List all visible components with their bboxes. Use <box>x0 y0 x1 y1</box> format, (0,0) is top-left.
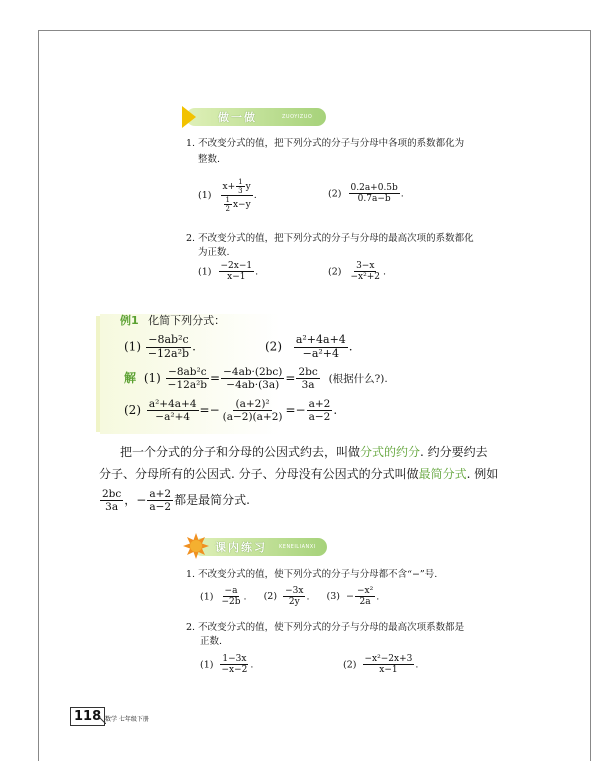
banner-title: 做一做 <box>218 111 257 124</box>
solution-1: 解 (1) $\frac{\text{−8ab²c}}{\text{−12a²b}}$ = $\frac{-4ab\cdot(2bc)}{-4ab\cdot(3a)}$ = $\frac{2bc}{3a}$ (根据什么?). <box>124 366 388 392</box>
exercise-2-text-cont: 正数. <box>200 636 223 647</box>
problem-label: (1) <box>198 190 212 202</box>
paragraph-line-1: 把一个分式的分子和分母的公因式约去，叫做分式的约分. 约分要约去 <box>120 445 488 459</box>
example-problem-1: (1) $\frac{\text{−8ab²c}}{\text{−12a²b}}$ . <box>124 333 196 360</box>
exercise-2-text: 2. 不改变分式的值，使下列分式的分子与分母的最高次项系数都是 <box>186 622 465 633</box>
fraction: $\frac{-2x-1}{x-1}$ <box>220 261 253 283</box>
banner-title: 课内练习 <box>215 541 267 554</box>
fraction: x+ $\frac{1}{3}$ y $\frac{1}{2}$ x−y <box>222 178 251 214</box>
question-1-text-cont: 整数. <box>198 154 221 165</box>
solution-2: (2) $\frac{\text{a²+4a+4}}{\text{−a²+4}}$ =− $\frac{\text{(a+2)²}}{(a-2)(a+2)}$ =− $\frac{a+2}{a-2}$ . <box>124 398 338 424</box>
question-2-text: 2. 不改变分式的值，把下列分式的分子与分母的最高次项的系数都化 <box>186 233 474 244</box>
question-1-text: 1. 不改变分式的值，把下列分式的分子与分母中各项的系数都化为 <box>186 138 465 149</box>
problem-1-2: (2) $\frac{0.2a+0.5b}{0.7a-b}$ . <box>328 183 404 205</box>
paragraph-line-2: 分子、分母所有的公因式. 分子、分母没有公因式的分式叫做最简分式. 例如 <box>99 467 499 481</box>
fraction: $\frac{3-x}{\text{−x²+2}}$ <box>350 261 380 283</box>
footer-book-title: 数学 七年级下册 <box>105 716 149 723</box>
problem-2-1: (1) $\frac{-2x-1}{x-1}$ . <box>198 261 259 283</box>
section-banner-zuoyizuo <box>186 108 326 126</box>
exercise-2-2: (2) $\frac{\text{−x²−2x+3}}{x-1}$ . <box>343 654 419 676</box>
fraction: $\frac{0.2a+0.5b}{0.7a-b}$ <box>350 183 398 205</box>
example-heading: 例1 化简下列分式： <box>120 314 226 327</box>
problem-2-2: (2) $\frac{3-x}{\text{−x²+2}}$ . <box>328 261 387 283</box>
paragraph-line-3: $\frac{2bc}{3a}$ ，− $\frac{a+2}{a-2}$ 都是最简分式. <box>102 488 250 514</box>
question-2-text-cont: 为正数. <box>198 247 230 258</box>
banner-subtitle: ZUOYIZUO <box>282 114 313 120</box>
example-problem-2: (2) $\frac{\text{a²+4a+4}}{\text{−a²+4}}$ . <box>265 333 353 360</box>
arrow-icon <box>182 106 196 128</box>
exercise-1-text: 1. 不改变分式的值，使下列分式的分子与分母都不含“−”号. <box>186 569 438 580</box>
exercise-2-1: (1) $\frac{1-3x}{-x-2}$ . <box>200 654 254 676</box>
example-side-bar <box>96 316 100 432</box>
problem-1-1: (1) x+ $\frac{1}{3}$ y $\frac{1}{2}$ x−y . <box>198 178 257 214</box>
starburst-icon <box>183 533 209 559</box>
page-number: 118 <box>70 707 105 726</box>
section-banner-keneilianxi <box>193 538 327 556</box>
exercise-1-items: (1) $\frac{-a}{-2b}$ . (2) $\frac{-3x}{2y}$ . (3) − $\frac{\text{−x²}}{2a}$ . <box>200 586 380 608</box>
banner-subtitle: KENEILIANXI <box>279 544 316 550</box>
